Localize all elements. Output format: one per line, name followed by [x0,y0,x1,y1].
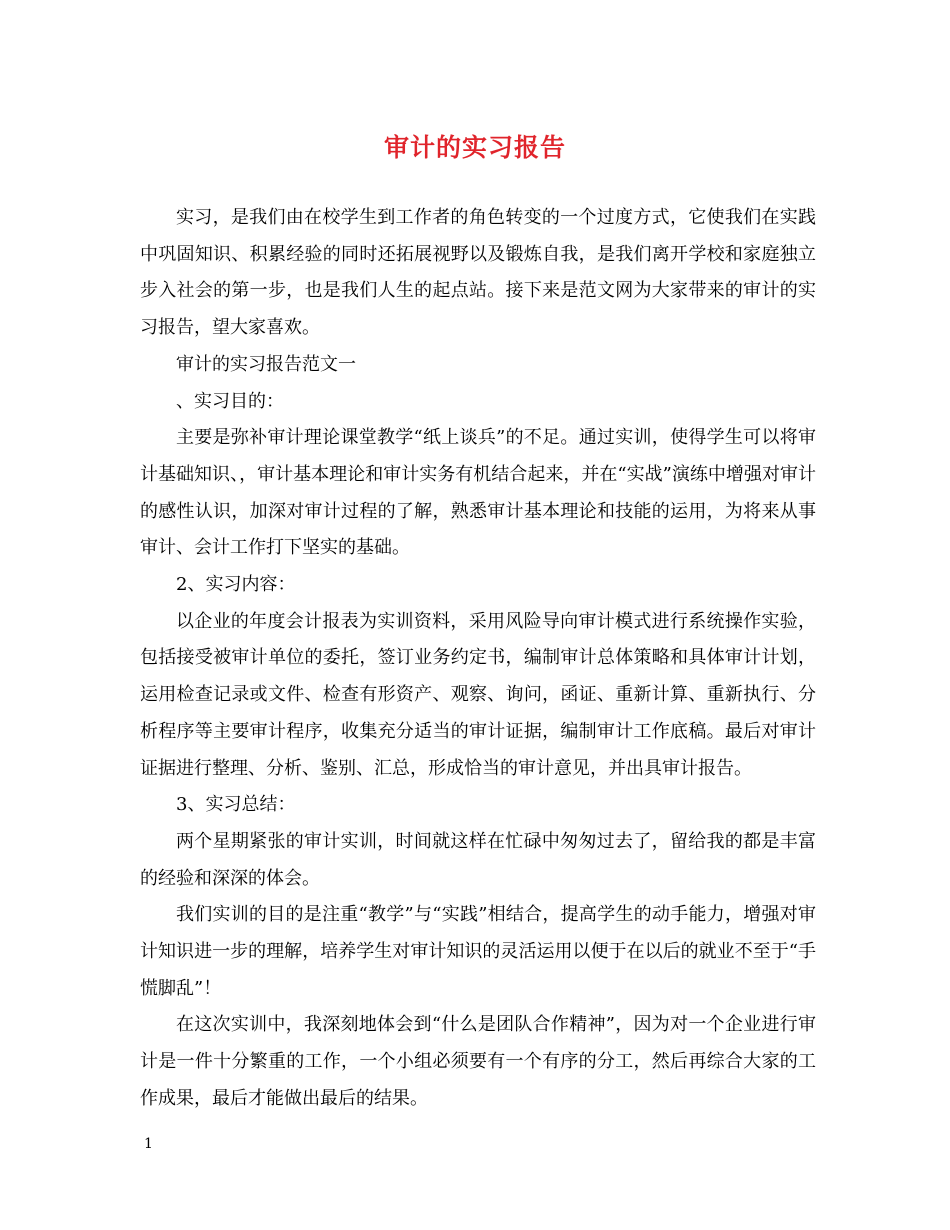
document-body [140,200,816,1118]
page-number: 1 [144,1136,153,1152]
summary-paragraph-2: 我们实训的目的是注重“教学”与“实践”相结合，提高学生的动手能力，增强对审计知识进一步的理解，培养学生对审计知识的灵活运用以便于在以后的就业不至于“手慌脚乱”！ [140,904,816,999]
purpose-paragraph: 主要是弥补审计理论课堂教学“纸上谈兵”的不足。通过实训，使得学生可以将审计基础知识、，审计基本理论和审计实务有机结合起来，并在“实战”演练中增强对审计的感性认识，加深对审计过程的了解，熟悉审计基本理论和技能的运用，为将来从事审计、会计工作打下坚实的基础。 [140,427,816,559]
section-heading-content: 2、实习内容： [176,574,296,596]
section-heading-summary: 3、实习总结： [176,794,296,816]
section-heading-purpose: 、实习目的： [176,390,284,412]
document-title: 审计的实习报告 [383,133,566,162]
summary-paragraph-3: 在这次实训中，我深刻地体会到“什么是团队合作精神”，因为对一个企业进行审计是一件十分繁重的工作，一个小组必须要有一个有序的分工，然后再综合大家的工作成果，最后才能做出最后的结果。 [140,1014,816,1109]
sample-heading: 审计的实习报告范文一 [176,353,356,375]
content-paragraph: 以企业的年度会计报表为实训资料，采用风险导向审计模式进行系统操作实验，包括接受被审计单位的委托，签订业务约定书，编制审计总体策略和具体审计计划，运用检查记录或文件、检查有形资产、观察、询问，函证、重新计算、重新执行、分析程序等主要审计程序，收集充分适当的审计证据，编制审计工作底稿。最后对审计证据进行整理、分析、鉴别、汇总，形成恰当的审计意见，并出具审计报告。 [140,610,816,779]
summary-paragraph-1: 两个星期紧张的审计实训，时间就这样在忙碌中匆匆过去了，留给我的都是丰富的经验和深深的体会。 [140,830,816,889]
intro-paragraph: 实习，是我们由在校学生到工作者的角色转变的一个过度方式，它使我们在实践中巩固知识、积累经验的同时还拓展视野以及锻炼自我，是我们离开学校和家庭独立步入社会的第一步，也是我们人生的起点站。接下来是范文网为大家带来的审计的实习报告，望大家喜欢。 [140,207,816,339]
